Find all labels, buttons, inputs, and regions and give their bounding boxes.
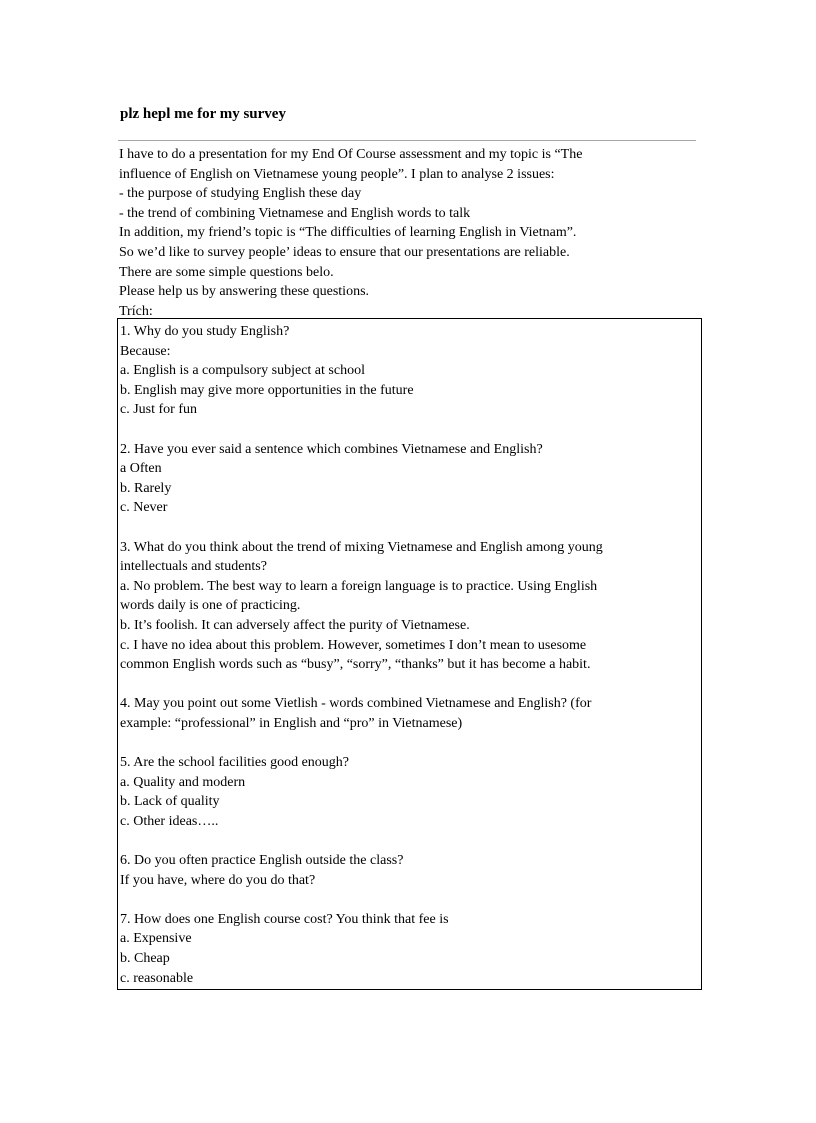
intro-line: influence of English on Vietnamese young people”. I plan to analyse 2 issues: [119,166,555,182]
question-text: 2. Have you ever said a sentence which combines Vietnamese and English? [120,441,543,457]
survey-question-3 [120,538,701,675]
intro-line: Please help us by answering these questions. [119,284,370,300]
quote-label: Trích: [119,303,153,319]
answer-option: c. Other ideas….. [120,813,219,829]
post-title: plz hepl me for my survey [120,106,286,122]
quoted-survey-box [117,318,702,990]
intro-line: - the trend of combining Vietnamese and English words to talk [119,205,471,221]
question-text: Because: [120,343,171,359]
question-text: 7. How does one English course cost? You think that fee is [120,911,449,927]
survey-question-5 [120,753,701,831]
intro-text [119,145,699,321]
answer-option: c. I have no idea about this problem. However, sometimes I don’t mean to usesome [120,637,587,653]
answer-option: a. Quality and modern [120,774,246,790]
answer-option: a. English is a compulsory subject at school [120,363,365,379]
answer-option: words daily is one of practicing. [120,598,301,614]
answer-option: common English words such as “busy”, “sorry”, “thanks” but it has become a habit. [120,657,591,673]
intro-line: I have to do a presentation for my End Of Course assessment and my topic is “The [119,147,583,162]
question-text: example: “professional” in English and “pro” in Vietnamese) [120,715,463,731]
answer-option: c. Just for fun [120,402,197,418]
question-text: If you have, where do you do that? [120,872,316,888]
answer-option: b. Cheap [120,951,170,966]
survey-question-1 [120,322,701,420]
answer-option: a. Expensive [120,931,192,947]
intro-line: In addition, my friend’s topic is “The difficulties of learning English in Vietnam”. [119,225,577,241]
question-text: 4. May you point out some Vietlish - words combined Vietnamese and English? (for [120,696,592,712]
answer-option: b. Rarely [120,480,172,496]
question-text: 3. What do you think about the trend of mixing Vietnamese and English among young [120,539,603,555]
answer-option: a. No problem. The best way to learn a foreign language is to practice. Using English [120,578,598,594]
answer-option: a Often [120,461,162,477]
intro-line: So we’d like to survey people’ ideas to ensure that our presentations are reliable. [119,244,570,260]
survey-question-6 [120,851,701,890]
answer-option: b. It’s foolish. It can adversely affect the purity of Vietnamese. [120,617,470,633]
question-text: 6. Do you often practice English outside the class? [120,853,404,869]
answer-option: c. reasonable [120,970,194,986]
question-text: intellectuals and students? [120,559,267,575]
answer-option: b. English may give more opportunities in the future [120,382,414,398]
question-text: 5. Are the school facilities good enough? [120,755,349,771]
survey-question-7 [120,910,701,988]
survey-questions [118,319,701,988]
survey-question-4 [120,694,701,733]
intro-line: There are some simple questions belo. [119,264,334,280]
intro-line: - the purpose of studying English these day [119,186,362,202]
survey-question-2 [120,440,701,518]
question-text: 1. Why do you study English? [120,324,290,339]
answer-option: b. Lack of quality [120,794,220,810]
answer-option: c. Never [120,500,168,516]
title-divider [118,140,696,141]
